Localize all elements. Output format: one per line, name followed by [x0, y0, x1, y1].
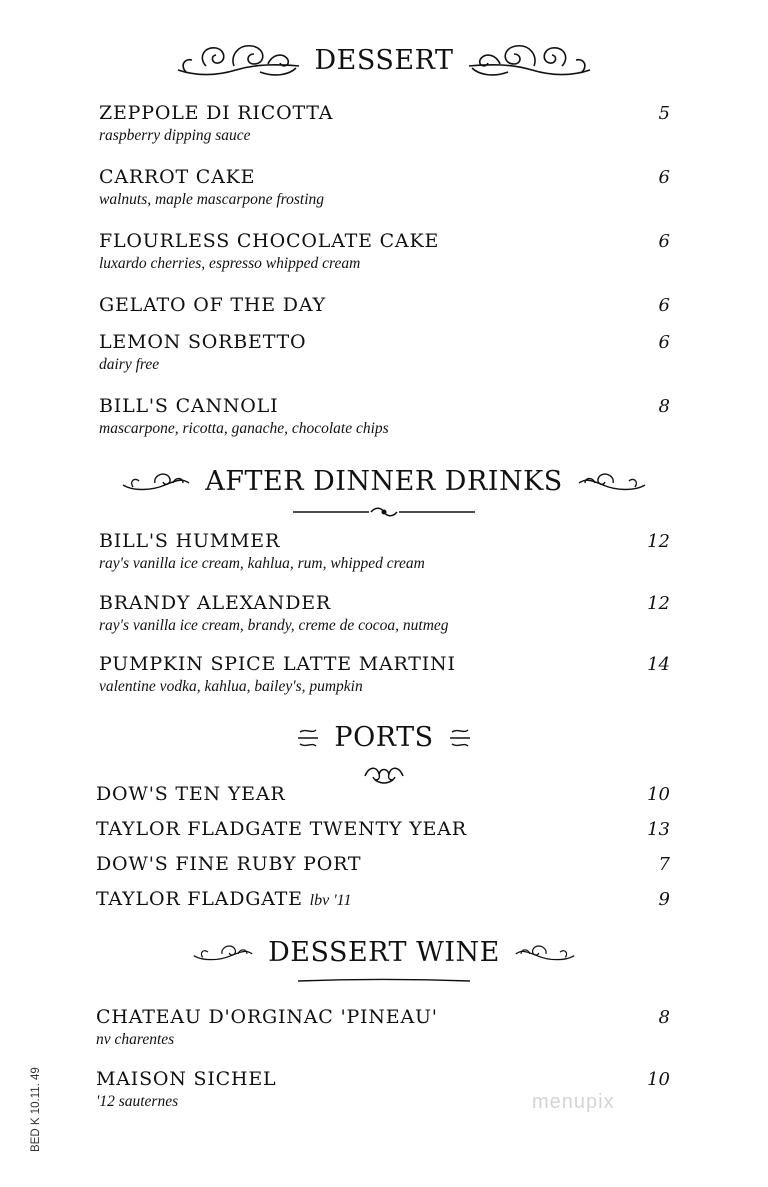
- item-description: luxardo cherries, espresso whipped cream: [99, 255, 361, 272]
- menu-item: [96, 783, 670, 805]
- item-name-text: TAYLOR FLADGATE: [96, 888, 303, 910]
- item-name: GELATO OF THE DAY: [99, 294, 326, 316]
- section-title-dessert-wine: DESSERT WINE: [268, 937, 500, 968]
- item-description: walnuts, maple mascarpone frosting: [99, 191, 325, 208]
- ports-header: [0, 722, 768, 753]
- menu-item: [99, 331, 670, 374]
- divider: [0, 506, 768, 518]
- menu-item: [96, 818, 670, 840]
- section-title-ports: PORTS: [334, 722, 434, 753]
- item-price: 6: [658, 332, 670, 353]
- divider: [0, 762, 768, 784]
- item-name: ZEPPOLE DI RICOTTA: [99, 102, 334, 124]
- left-swirl-flourish-icon: [121, 467, 191, 497]
- menu-item: [99, 395, 670, 438]
- menu-item: [99, 592, 670, 635]
- item-vintage-note: lbv '11: [309, 892, 352, 909]
- item-name: PUMPKIN SPICE LATTE MARTINI: [99, 653, 456, 675]
- item-price: 7: [658, 854, 670, 875]
- menu-item: [99, 230, 670, 273]
- menu-item: [96, 1006, 670, 1049]
- item-price: 9: [658, 889, 670, 910]
- item-description: raspberry dipping sauce: [99, 127, 251, 144]
- item-description: ray's vanilla ice cream, brandy, creme de cocoa, nutmeg: [99, 617, 449, 634]
- dessert-wine-header: [0, 937, 768, 968]
- ornament-knot-icon: [361, 762, 407, 784]
- menu-item: [99, 166, 670, 209]
- menu-item: [99, 653, 670, 696]
- print-code: BED K 10.11. 49: [30, 1067, 42, 1152]
- menu-item: [99, 102, 670, 145]
- watermark: menupix: [532, 1091, 615, 1113]
- item-name: MAISON SICHEL: [96, 1068, 277, 1090]
- right-small-flourish-icon: [448, 724, 472, 752]
- item-name: [96, 888, 351, 910]
- item-price: 8: [658, 396, 670, 417]
- item-price: 8: [658, 1007, 670, 1028]
- right-swirl-flourish-icon: [577, 467, 647, 497]
- left-swirl-flourish-icon: [192, 938, 254, 968]
- item-price: 6: [658, 295, 670, 316]
- item-name: DOW'S FINE RUBY PORT: [96, 853, 362, 875]
- item-price: 12: [647, 593, 670, 614]
- left-small-flourish-icon: [296, 724, 320, 752]
- item-description: nv charentes: [96, 1031, 175, 1048]
- item-price: 12: [647, 531, 670, 552]
- item-name: BILL'S HUMMER: [99, 530, 281, 552]
- section-title-after-dinner: AFTER DINNER DRINKS: [205, 466, 563, 497]
- item-name: BILL'S CANNOLI: [99, 395, 279, 417]
- item-price: 14: [647, 654, 670, 675]
- item-name: CARROT CAKE: [99, 166, 256, 188]
- item-name: FLOURLESS CHOCOLATE CAKE: [99, 230, 440, 252]
- item-name: LEMON SORBETTO: [99, 331, 307, 353]
- item-price: 10: [647, 784, 670, 805]
- menu-item: [99, 294, 670, 316]
- item-description: '12 sauternes: [96, 1093, 179, 1110]
- item-name: TAYLOR FLADGATE TWENTY YEAR: [96, 818, 467, 840]
- right-scroll-flourish-icon: [467, 36, 592, 84]
- menu-item: [96, 853, 670, 875]
- left-scroll-flourish-icon: [176, 36, 301, 84]
- item-price: 13: [647, 819, 670, 840]
- item-price: 6: [658, 167, 670, 188]
- item-description: mascarpone, ricotta, ganache, chocolate chips: [99, 420, 389, 437]
- item-price: 10: [647, 1069, 670, 1090]
- item-description: valentine vodka, kahlua, bailey's, pumpkin: [99, 678, 363, 695]
- ornament-divider-icon: [289, 506, 479, 518]
- line-divider-icon: [294, 978, 474, 984]
- divider: [0, 978, 768, 984]
- item-description: dairy free: [99, 356, 160, 373]
- item-name: BRANDY ALEXANDER: [99, 592, 332, 614]
- right-swirl-flourish-icon: [514, 938, 576, 968]
- item-price: 5: [658, 103, 670, 124]
- item-name: DOW'S TEN YEAR: [96, 783, 286, 805]
- menu-item: [96, 888, 670, 910]
- item-description: ray's vanilla ice cream, kahlua, rum, whipped cream: [99, 555, 425, 572]
- menu-item: [99, 530, 670, 573]
- item-price: 6: [658, 231, 670, 252]
- section-title-dessert: DESSERT: [314, 44, 454, 76]
- after-dinner-header: [0, 466, 768, 497]
- dessert-header: [0, 36, 768, 84]
- item-name: CHATEAU D'ORGINAC 'PINEAU': [96, 1006, 438, 1028]
